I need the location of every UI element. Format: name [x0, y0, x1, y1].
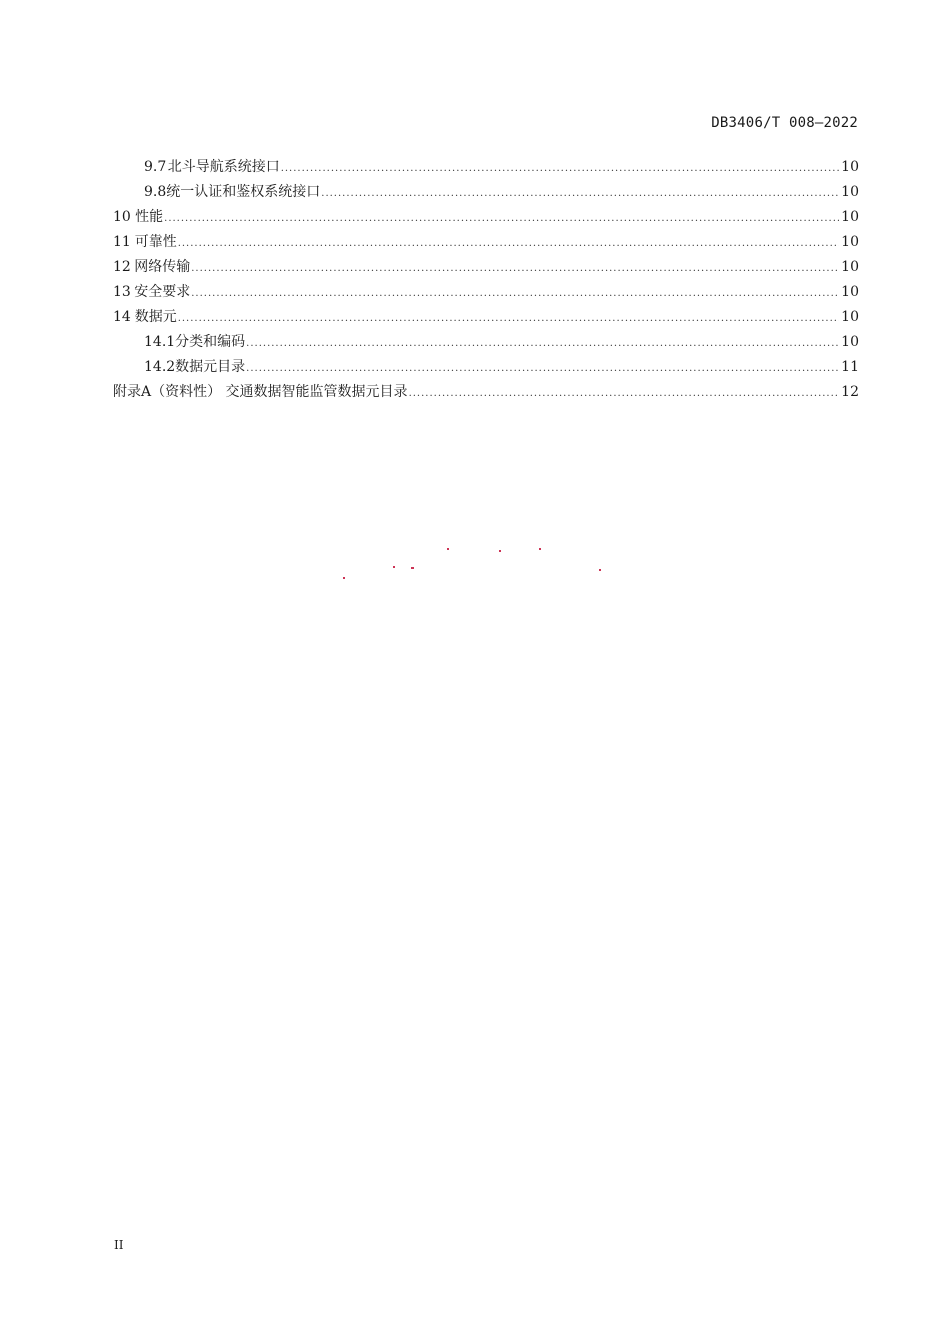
toc-entry-page: 10: [841, 209, 859, 225]
toc-leader-dots: [191, 281, 839, 306]
toc-entry-number: 14.2: [144, 359, 176, 375]
toc-leader-dots: [178, 306, 839, 331]
scan-artifact: [447, 548, 449, 550]
toc-entry[interactable]: [113, 155, 859, 180]
toc-leader-dots: [246, 356, 839, 381]
toc-entry[interactable]: [113, 180, 859, 205]
toc-entry-number: 11: [113, 234, 131, 250]
toc-entry-number: 14.1: [144, 334, 176, 350]
toc-entry[interactable]: [113, 255, 859, 280]
scan-artifact: [411, 567, 414, 569]
toc-leader-dots: [281, 156, 839, 181]
toc-leader-dots: [321, 181, 839, 206]
toc-entry-title: 附录A（资料性） 交通数据智能监管数据元目录: [113, 384, 408, 400]
toc-leader-dots: [178, 231, 839, 256]
toc-entry-number: 12: [113, 259, 131, 275]
toc-leader-dots: [164, 206, 839, 231]
toc-entry[interactable]: [113, 205, 859, 230]
toc-entry-number: 14: [113, 309, 131, 325]
page-number: II: [114, 1238, 124, 1252]
toc-entry-page: 11: [841, 359, 859, 375]
toc-entry-title: 北斗导航系统接口: [167, 159, 280, 175]
scan-artifact: [393, 566, 395, 568]
toc-entry[interactable]: [113, 280, 859, 305]
toc-entry-page: 10: [841, 309, 859, 325]
toc-entry-title: 数据元: [134, 309, 177, 325]
toc-entry-page: 10: [841, 234, 859, 250]
toc-entry-page: 10: [841, 334, 859, 350]
toc-entry-number: 9.8: [144, 184, 167, 200]
toc-entry[interactable]: [113, 355, 859, 380]
toc-entry-page: 10: [841, 159, 859, 175]
toc-entry-title: 分类和编码: [175, 334, 246, 350]
toc-entry-number: 13: [113, 284, 131, 300]
toc-entry-page: 12: [841, 384, 859, 400]
toc-entry-page: 10: [841, 259, 859, 275]
document-code: DB3406/T 008—2022: [711, 115, 858, 131]
scan-artifact: [499, 550, 501, 552]
toc-entry-number: 10: [113, 209, 131, 225]
toc-leader-dots: [246, 331, 839, 356]
toc-entry[interactable]: [113, 330, 859, 355]
toc-entry-title: 数据元目录: [175, 359, 246, 375]
toc-entry[interactable]: [113, 305, 859, 330]
toc-entry-page: 10: [841, 284, 859, 300]
toc-entry-title: 网络传输: [134, 259, 191, 275]
toc-entry-number: 9.7: [144, 159, 167, 175]
toc-entry-page: 10: [841, 184, 859, 200]
toc-entry-appendix[interactable]: [113, 380, 859, 405]
table-of-contents: [113, 155, 859, 405]
scan-artifact: [599, 569, 601, 571]
toc-entry-title: 可靠性: [134, 234, 177, 250]
scan-artifact: [539, 548, 541, 550]
toc-entry[interactable]: [113, 230, 859, 255]
toc-entry-title: 安全要求: [134, 284, 191, 300]
toc-leader-dots: [409, 381, 840, 406]
toc-entry-title: 统一认证和鉴权系统接口: [166, 184, 321, 200]
scan-artifact: [343, 577, 345, 579]
toc-entry-title: 性能: [135, 209, 164, 225]
toc-leader-dots: [191, 256, 839, 281]
